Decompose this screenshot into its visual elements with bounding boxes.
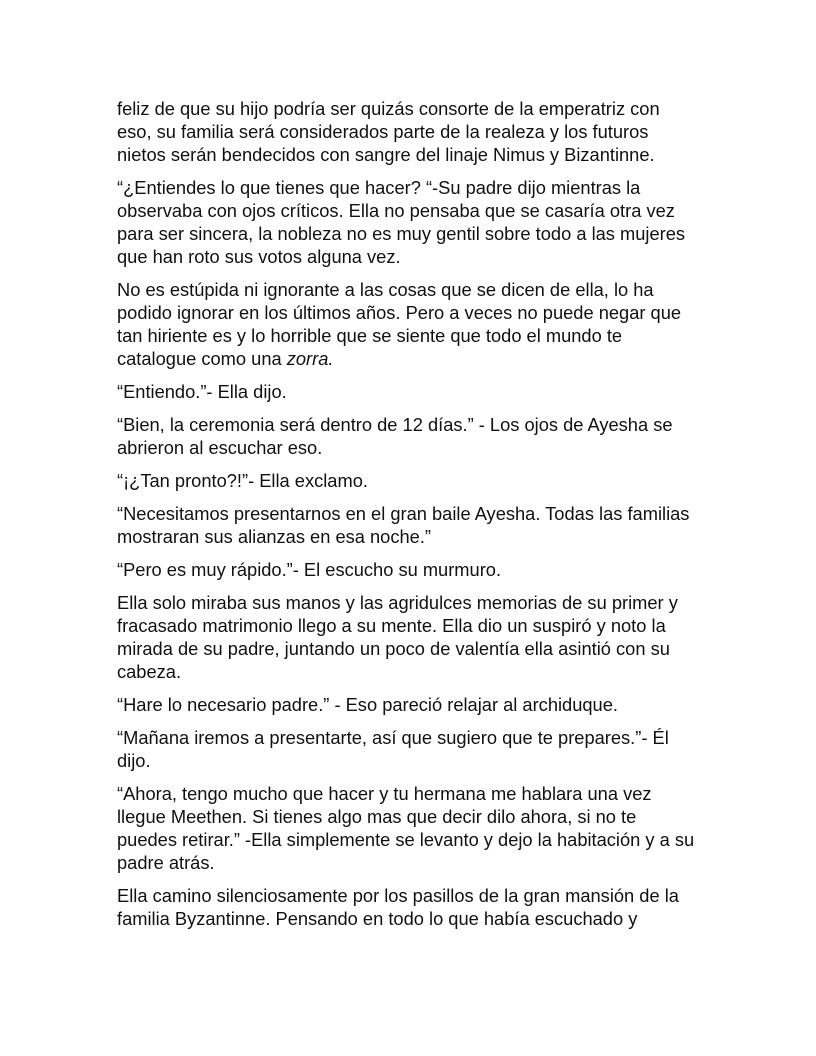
paragraph-10 <box>117 693 729 716</box>
text-line: cabeza. <box>117 661 182 682</box>
paragraph-2 <box>117 176 729 268</box>
text-line: “Entiendo.”- Ella dijo. <box>117 381 287 402</box>
text-line: “Mañana iremos a presentarte, así que sugiero que te prepares.”- Él <box>117 727 669 748</box>
text-line: “¡¿Tan pronto?!”- Ella exclamo. <box>117 470 368 491</box>
text-line: “Hare lo necesario padre.” - Eso pareció relajar al archiduque. <box>117 694 618 715</box>
text-line: nietos serán bendecidos con sangre del linaje Nimus y Bizantinne. <box>117 144 655 165</box>
text-line: Ella solo miraba sus manos y las agridulces memorias de su primer y <box>117 592 678 613</box>
text-line: “¿Entiendes lo que tienes que hacer? “-Su padre dijo mientras la <box>117 177 641 198</box>
text-line: eso, su familia será considerados parte de la realeza y los futuros <box>117 121 649 142</box>
paragraph-1 <box>117 97 729 166</box>
text-line: puedes retirar.” -Ella simplemente se levanto y dejo la habitación y a su <box>117 829 695 850</box>
text-line: “Necesitamos presentarnos en el gran baile Ayesha. Todas las familias <box>117 503 690 524</box>
paragraph-11 <box>117 726 729 772</box>
text-line: “Pero es muy rápido.”- El escucho su murmuro. <box>117 559 502 580</box>
text-line: llegue Meethen. Si tienes algo mas que decir dilo ahora, si no te <box>117 806 637 827</box>
text-line: observaba con ojos críticos. Ella no pensaba que se casaría otra vez <box>117 200 675 221</box>
paragraph-8 <box>117 558 729 581</box>
text-line: que han roto sus votos alguna vez. <box>117 246 401 267</box>
text-line: Ella camino silenciosamente por los pasillos de la gran mansión de la <box>117 885 679 906</box>
text-segment: catalogue como una <box>117 348 287 369</box>
text-line: mirada de su padre, juntando un poco de valentía ella asintió con su <box>117 638 670 659</box>
text-line: tan hiriente es y lo horrible que se siente que todo el mundo te <box>117 325 623 346</box>
text-line: abrieron al escuchar eso. <box>117 437 323 458</box>
italic-word: zorra. <box>286 348 334 369</box>
paragraph-3 <box>117 278 729 370</box>
paragraph-6 <box>117 469 729 492</box>
paragraph-7 <box>117 502 729 548</box>
paragraph-13 <box>117 884 729 930</box>
text-line: mostraran sus alianzas en esa noche.” <box>117 526 431 547</box>
text-line: podido ignorar en los últimos años. Pero a veces no puede negar que <box>117 302 682 323</box>
text-line: “Bien, la ceremonia será dentro de 12 días.” - Los ojos de Ayesha se <box>117 414 673 435</box>
text-line: fracasado matrimonio llego a su mente. Ella dio un suspiró y noto la <box>117 615 666 636</box>
text-line: dijo. <box>117 750 151 771</box>
text-line: para ser sincera, la nobleza no es muy gentil sobre todo a las mujeres <box>117 223 686 244</box>
text-line <box>117 347 729 370</box>
paragraph-9 <box>117 591 729 683</box>
paragraph-5 <box>117 413 729 459</box>
text-line: feliz de que su hijo podría ser quizás consorte de la emperatriz con <box>117 98 660 119</box>
paragraph-12 <box>117 782 729 874</box>
text-line: familia Byzantinne. Pensando en todo lo que había escuchado y <box>117 908 638 929</box>
text-line: No es estúpida ni ignorante a las cosas que se dicen de ella, lo ha <box>117 279 654 300</box>
text-line: padre atrás. <box>117 852 215 873</box>
document-body <box>117 97 729 940</box>
text-line: “Ahora, tengo mucho que hacer y tu hermana me hablara una vez <box>117 783 652 804</box>
paragraph-4 <box>117 380 729 403</box>
